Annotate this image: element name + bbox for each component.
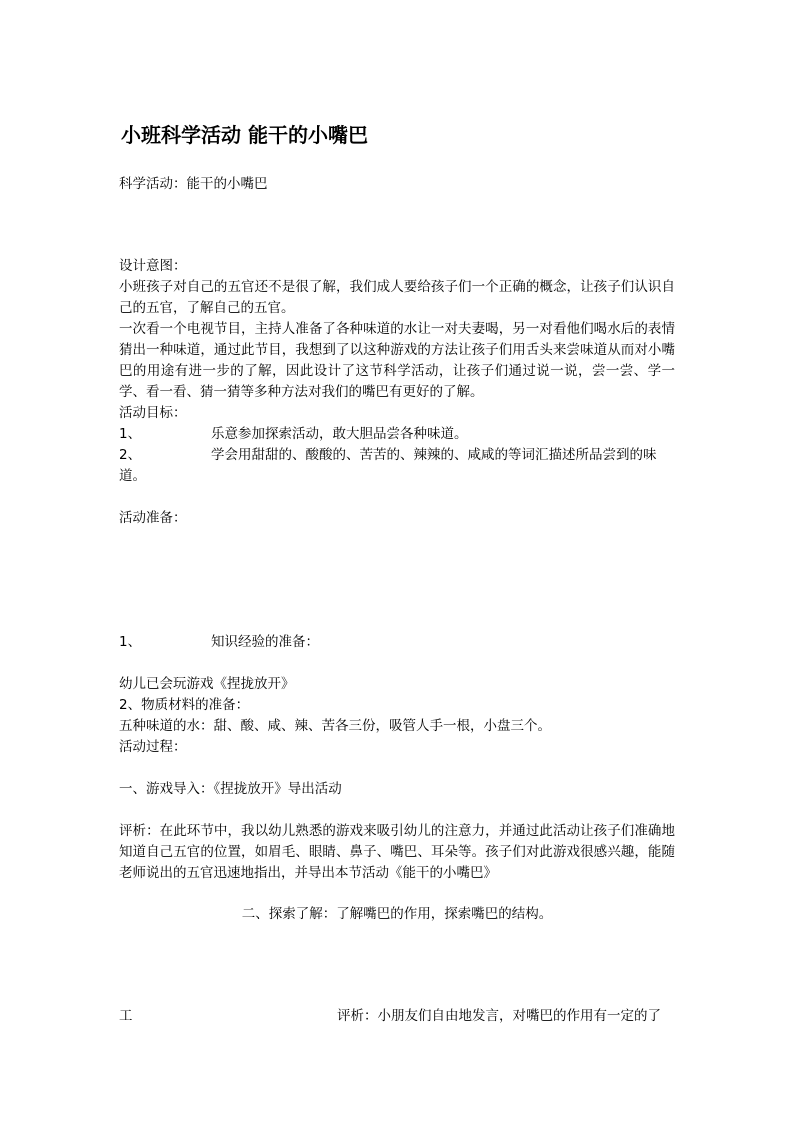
step-1: 一、游戏导入：《捏拢放开》导出活动 (119, 781, 342, 797)
prep-2-detail: 五种味道的水：甜、酸、咸、辣、苦各三份，吸管人手一根，小盘三个。 (119, 718, 551, 734)
goal-2-text-line-1: 学会用甜甜的、酸酸的、苦苦的、辣辣的、咸咸的等词汇描述所品尝到的味 (211, 447, 657, 463)
design-paragraph-1: 小班孩子对自己的五官还不是很了解，我们成人要给孩子们一个正确的概念，让孩子们认识自己的五官，了解自己的五官。 (119, 279, 675, 316)
step-1-comment: 评析：在此环节中，我以幼儿熟悉的游戏来吸引幼儿的注意力，并通过此活动让孩子们准确地知道自己五官的位置，如眉毛、眼睛、鼻子、嘴巴、耳朵等。孩子们对此游戏很感兴趣，能随老师说出的五官迅速地指出，并导出本节活动《能干的小嘴巴》 (119, 823, 675, 881)
goal-2-number: 2、 (119, 447, 142, 463)
goal-1-text: 乐意参加探索活动，敢大胆品尝各种味道。 (211, 426, 468, 442)
step-2: 二、探索了解：了解嘴巴的作用，探索嘴巴的结构。 (241, 906, 553, 922)
design-heading: 设计意图： (119, 258, 187, 274)
subtitle: 科学活动：能干的小嘴巴 (119, 176, 268, 192)
document-title: 小班科学活动 能干的小嘴巴 (121, 123, 368, 147)
prep-heading: 活动准备： (119, 510, 187, 526)
footer-left-text: 工 (119, 1008, 133, 1024)
prep-2-heading: 2、物质材料的准备： (119, 697, 250, 713)
goal-2-text-line-2: 道。 (119, 468, 146, 484)
goals-heading: 活动目标： (119, 405, 187, 421)
footer-right-comment: 评析：小朋友们自由地发言，对嘴巴的作用有一定的了 (337, 1008, 661, 1024)
prep-1-text: 知识经验的准备： (211, 634, 319, 650)
prep-1-detail: 幼儿已会玩游戏《捏拢放开》 (119, 676, 295, 692)
prep-1-number: 1、 (119, 634, 142, 650)
goal-1-number: 1、 (119, 426, 142, 442)
process-heading: 活动过程： (119, 739, 187, 755)
design-paragraph-2: 一次看一个电视节目，主持人准备了各种味道的水让一对夫妻喝，另一对看他们喝水后的表情猜出一种味道，通过此节目，我想到了以这种游戏的方法让孩子们用舌头来尝味道从而对小嘴巴的用途有进一步的了解，因此设计了这节科学活动，让孩子们通过说一说，尝一尝、学一学、看一看、猜一猜等多种方法对我们的嘴巴有更好的了解。 (119, 321, 675, 400)
